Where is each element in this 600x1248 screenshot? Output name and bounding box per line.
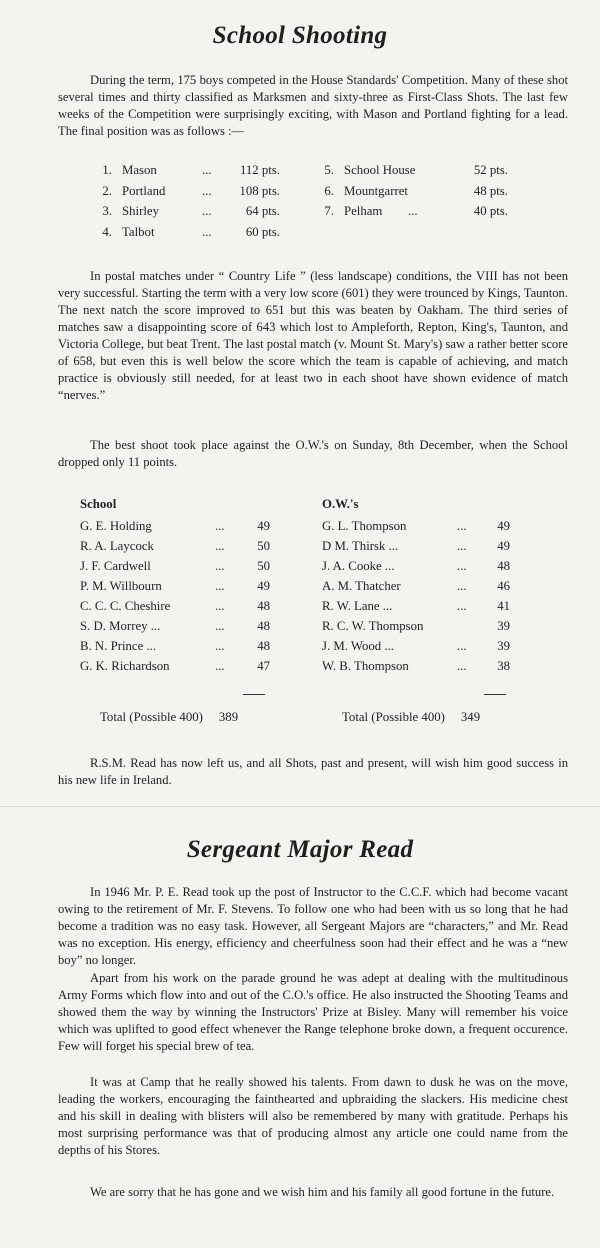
standing-points: 112 pts. [239,163,280,177]
shooter-name: D M. Thirsk ... [322,539,399,553]
shooter-score: 48 [257,599,270,613]
read-paragraph-1: In 1946 Mr. P. E. Read took up the post of Instructor to the C.C.F. which had become vacant owing to the retirement of Mr. F. Stevens. To follow one who had been with us so long that he had become a tradition was no easy task. However, all Sergeant Majors are “characters,” and Mr. Read was no exception. His energy, efficiency and cheerfulness soon had their effect and he was a “new boy” no longer. [58,885,568,967]
standing-row [316,204,516,225]
ow-team-table [322,497,522,679]
standing-points: 64 pts. [245,204,280,218]
row-dots: ... [457,659,467,673]
shooter-name: P. M. Willbourn [80,579,162,593]
standing-dots: ... [202,163,212,177]
standing-points: 52 pts. [473,163,508,177]
standing-row [94,163,294,184]
standing-house: Mountgarret [344,183,408,198]
standings-right [316,163,516,225]
shooting-intro-paragraph: During the term, 175 boys competed in the House Standards' Competition. Many of these shot several times and thirty classified as Marksmen and sixty-three as First-Class Shots. The last few weeks of the Competition were surprisingly exciting, with Mason and Portland fighting for a lead. The final position was as follows :— [58,73,568,138]
standing-rank: 7. [324,204,334,218]
shooter-name: R. A. Laycock [80,539,154,553]
standing-house: Portland [122,183,166,198]
shooter-score: 47 [257,659,270,673]
standing-dots: ... [202,204,212,218]
table-row [322,519,522,539]
standing-dots: ... [202,183,212,198]
shooter-score: 50 [257,539,270,553]
section-divider [0,806,600,807]
standing-points: 108 pts. [239,183,280,198]
standing-rank: 1. [102,163,112,177]
shooter-score: 38 [497,659,510,673]
row-dots: ... [215,619,225,633]
table-row [322,639,522,659]
standing-row [316,184,516,205]
school-total-label: Total (Possible 400) [100,710,203,724]
standing-points: 60 pts. [245,224,280,239]
ow-heading: O.W.'s [322,497,359,511]
standing-dots: ... [408,204,418,218]
shooter-name: B. N. Prince ... [80,639,157,653]
standing-rank: 5. [324,163,334,177]
shooter-score: 48 [257,639,270,653]
shooter-score: 50 [257,559,270,573]
row-dots: ... [215,639,225,653]
table-row [322,539,522,559]
shooter-score: 49 [497,519,510,533]
row-dots: ... [215,599,225,613]
table-row [322,619,522,639]
row-dots: ... [457,539,467,553]
ow-total [342,710,480,725]
standing-house: School House [344,163,416,177]
shooter-score: 49 [257,579,270,593]
standing-rank: 3. [102,204,112,218]
table-row [80,659,280,679]
shooter-name: J. F. Cardwell [80,559,151,573]
table-row [80,519,280,539]
standing-row [94,225,294,246]
standing-points: 48 pts. [473,183,508,198]
shooter-name: G. E. Holding [80,519,152,533]
standing-house: Talbot [122,224,155,239]
standing-points: 40 pts. [473,204,508,218]
row-dots: ... [215,579,225,593]
postal-matches-paragraph: In postal matches under “ Country Life ” (less landscape) conditions, the VIII has not been very successful. Starting the term with a very low score (601) they were trounced by Kings, Taunton. The next natch the score improved to 651 but this was beaten by Oakham. The third series of matches saw a disappointing score of 643 which lost to Ampleforth, Repton, King's, Taunton, and Victoria College, but beat Trent. The last postal match (v. Mount St. Mary's) saw a rather better score of 658, but even this is well below the score which the team is capable of achieving, and match practice is obviously still needed, for at least two in each shoot have shown evidence of match “nerves.” [58,269,568,402]
table-row [80,579,280,599]
row-dots: ... [457,579,467,593]
standing-rank: 2. [102,183,112,198]
shooter-score: 49 [257,519,270,533]
shooter-score: 48 [257,619,270,633]
shooter-score: 39 [497,639,510,653]
table-row [80,539,280,559]
shooter-score: 49 [497,539,510,553]
table-row [80,559,280,579]
shooter-score: 39 [497,619,510,633]
row-dots: ... [215,659,225,673]
standing-house: Pelham [344,204,383,218]
shooter-name: S. D. Morrey ... [80,619,161,633]
shooter-score: 46 [497,579,510,593]
standing-house: Mason [122,163,157,177]
school-shooting-title: School Shooting [212,22,388,49]
school-total-rule [243,694,265,695]
standing-row [94,184,294,205]
ow-total-label: Total (Possible 400) [342,710,445,724]
ow-total-value: 349 [460,710,481,724]
standings-left [94,163,294,245]
shooter-name: J. A. Cooke ... [322,559,395,573]
table-row [80,599,280,619]
sergeant-major-read-title: Sergeant Major Read [186,836,414,863]
standing-rank: 6. [324,183,334,198]
row-dots: ... [457,639,467,653]
table-row [80,639,280,659]
row-dots: ... [215,539,225,553]
row-dots: ... [215,519,225,533]
best-shoot-paragraph: The best shoot took place against the O.W.'s on Sunday, 8th December, when the School dropped only 11 points. [58,438,568,469]
shooter-name: R. W. Lane ... [322,599,393,613]
read-paragraph-3: It was at Camp that he really showed his talents. From dawn to dusk he was on the move, leading the workers, encouraging the fainthearted and upbraiding the slackers. His medicine chest and his skill in dealing with blisters will also be remembered by many with gratitude. Perhaps his most surprising performance was that of producing almost any article one could name from the depths of his Stores. [58,1075,568,1157]
row-dots: ... [457,559,467,573]
farewell-paragraph: R.S.M. Read has now left us, and all Shots, past and present, will wish him good success in his new life in Ireland. [58,756,568,787]
standing-rank: 4. [102,224,112,239]
standing-row [94,204,294,225]
shooter-score: 48 [497,559,510,573]
shooter-name: A. M. Thatcher [322,579,401,593]
standing-row [316,163,516,184]
read-paragraph-4: We are sorry that he has gone and we wish him and his family all good fortune in the future. [90,1185,555,1199]
table-row [322,559,522,579]
standing-dots: ... [202,224,212,239]
shooter-name: G. K. Richardson [80,659,170,673]
read-paragraph-2: Apart from his work on the parade ground he was adept at dealing with the multitudinous Army Forms which flow into and out of the C.O.'s office. He also instructed the Shooting Teams and showed them the way by winning the Instructors' Prize at Bisley. Many will remember his voice which was uplifted to good effect whenever the Range telephone broke down, a frequent occurence. Few will forget his special brew of tea. [58,971,568,1053]
row-dots: ... [215,559,225,573]
school-heading: School [80,497,117,511]
table-row [322,599,522,619]
table-row [80,619,280,639]
row-dots: ... [457,519,467,533]
table-row [322,579,522,599]
standing-house: Shirley [122,204,159,218]
ow-total-rule [484,694,506,695]
shooter-name: C. C. C. Cheshire [80,599,171,613]
shooter-score: 41 [497,599,510,613]
shooter-name: R. C. W. Thompson [322,619,424,633]
row-dots: ... [457,599,467,613]
shooter-name: J. M. Wood ... [322,639,394,653]
shooter-name: W. B. Thompson [322,659,409,673]
school-team-table [80,497,280,679]
shooter-name: G. L. Thompson [322,519,407,533]
table-row [322,659,522,679]
school-total [100,710,238,725]
school-total-value: 389 [218,710,239,724]
